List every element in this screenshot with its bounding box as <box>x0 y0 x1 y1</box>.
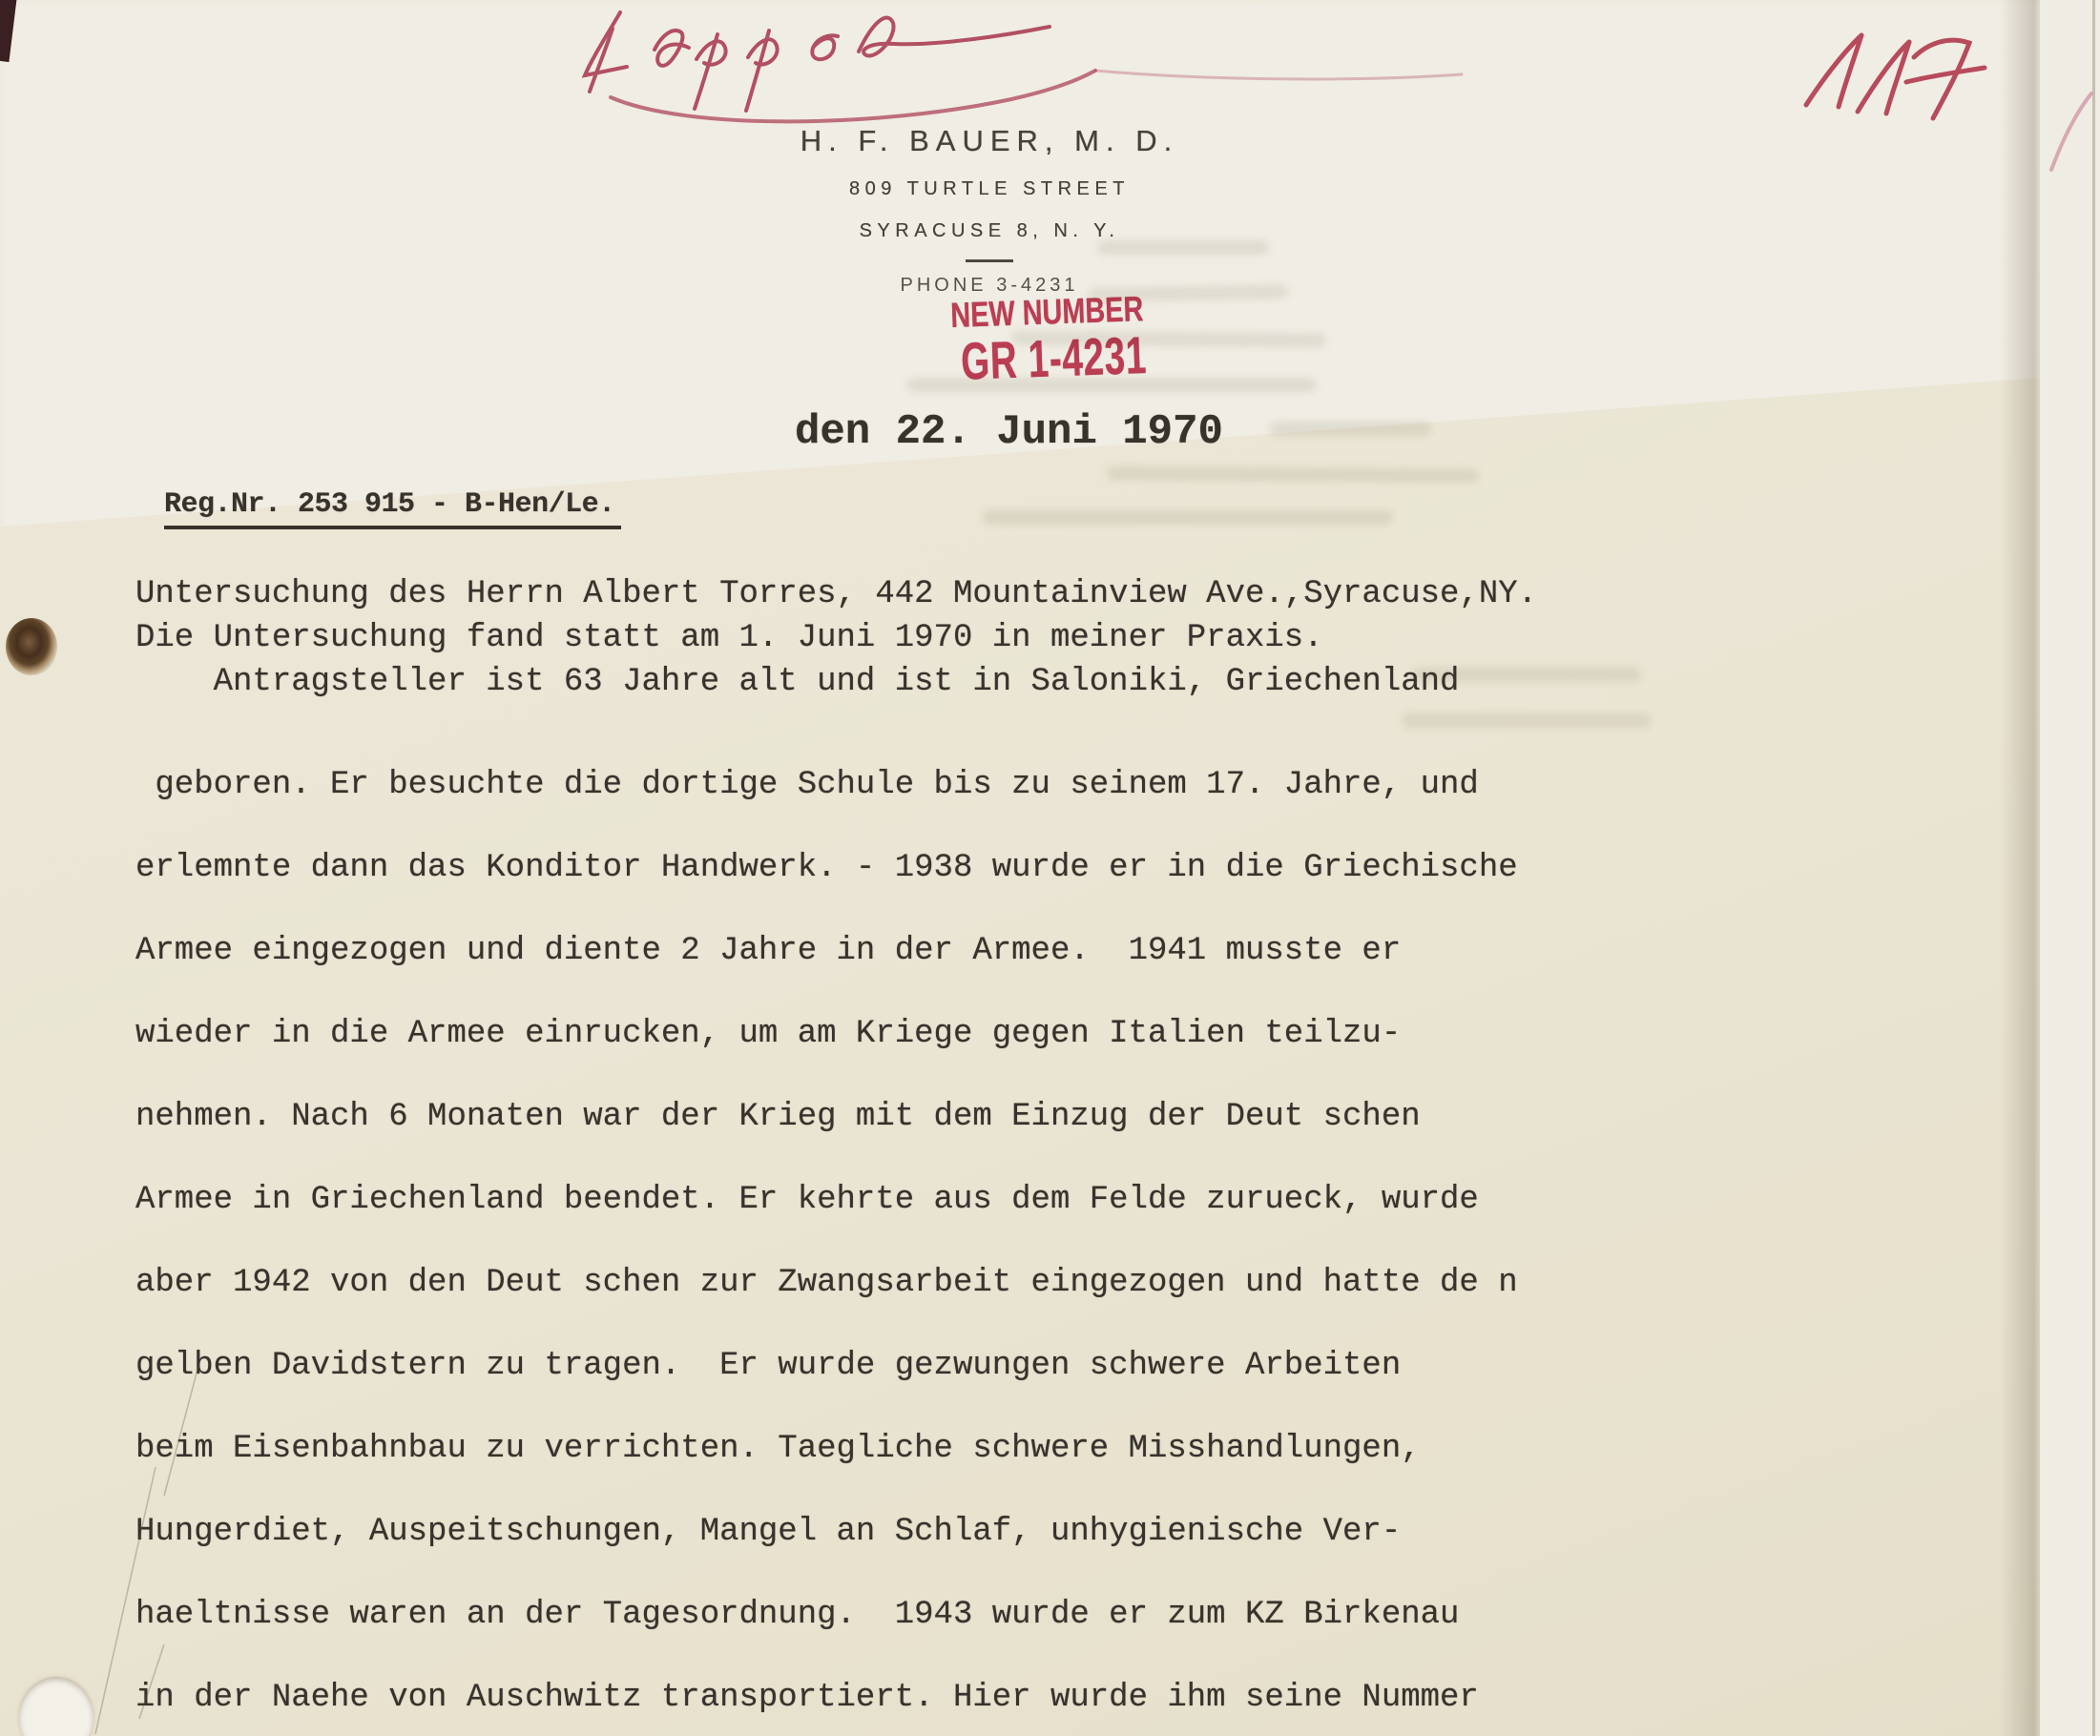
body-line: Antragsteller ist 63 Jahre alt und ist in Saloniki, Griechenland <box>135 664 1460 700</box>
date-line: den 22. Juni 1970 <box>795 408 1223 456</box>
body-line: in der Naehe von Auschwitz transportiert. Hier wurde ihm seine Nummer <box>135 1680 1479 1716</box>
stamp-line1: NEW NUMBER <box>949 289 1144 336</box>
letterhead-phone: PHONE 3-4231 <box>900 275 1079 296</box>
body-line: geboren. Er besuchte die dortige Schule bis zu seinem 17. Jahre, und <box>135 767 1479 803</box>
letterhead-name: H. F. BAUER, M. D. <box>800 124 1179 157</box>
letterhead-address-line2: SYRACUSE 8, N. Y. <box>859 220 1120 241</box>
underlying-page-strip <box>2040 0 2100 1736</box>
body-line: Hungerdiet, Auspeitschungen, Mangel an Schlaf, unhygienische Ver- <box>135 1514 1402 1550</box>
body-line: Armee in Griechenland beendet. Er kehrte aus dem Felde zurueck, wurde <box>135 1182 1479 1218</box>
new-number-stamp <box>925 289 1148 391</box>
page-edge-shadow <box>2000 0 2042 1736</box>
letterhead-divider <box>966 259 1013 262</box>
bleed-through-smudge <box>1107 466 1479 484</box>
letterhead-address-line1: 809 TURTLE STREET <box>849 178 1130 199</box>
body-line: wieder in die Armee einrucken, um am Kriege gegen Italien teilzu- <box>135 1016 1402 1052</box>
body-line: Untersuchung des Herrn Albert Torres, 442 Mountainview Ave.,Syracuse,NY. <box>135 576 1538 612</box>
body-line: beim Eisenbahnbau zu verrichten. Taegliche schwere Misshandlungen, <box>135 1431 1421 1467</box>
body-line: nehmen. Nach 6 Monaten war der Krieg mit dem Einzug der Deut schen <box>135 1099 1421 1135</box>
body-line: gelben Davidstern zu tragen. Er wurde gezwungen schwere Arbeiten <box>135 1348 1402 1384</box>
body-paragraph-single-spaced <box>135 572 1537 704</box>
hole-punch-bottom <box>19 1677 94 1736</box>
underlying-page-edge-line <box>2092 0 2095 1736</box>
body-line: Armee eingezogen und diente 2 Jahre in der Armee. 1941 musste er <box>135 933 1402 969</box>
body-paragraph-double-spaced <box>135 744 1518 1736</box>
hole-punch <box>6 618 57 675</box>
letterhead <box>784 124 1195 297</box>
registration-number: Reg.Nr. 253 915 - B-Hen/Le. <box>164 488 621 529</box>
body-line: aber 1942 von den Deut schen zur Zwangsarbeit eingezogen und hatte de n <box>135 1265 1518 1301</box>
bleed-through-smudge <box>1403 713 1651 728</box>
stamp-line2: GR 1-4231 <box>960 325 1148 391</box>
body-line: haeltnisse waren an der Tagesordnung. 1943 wurde er zum KZ Birkenau <box>135 1597 1460 1633</box>
bleed-through-smudge <box>983 510 1393 525</box>
bleed-through-smudge <box>1269 422 1431 436</box>
body-line: Die Untersuchung fand statt am 1. Juni 1970 in meiner Praxis. <box>135 620 1323 656</box>
body-line: erlemnte dann das Konditor Handwerk. - 1938 wurde er in die Griechische <box>135 850 1518 886</box>
